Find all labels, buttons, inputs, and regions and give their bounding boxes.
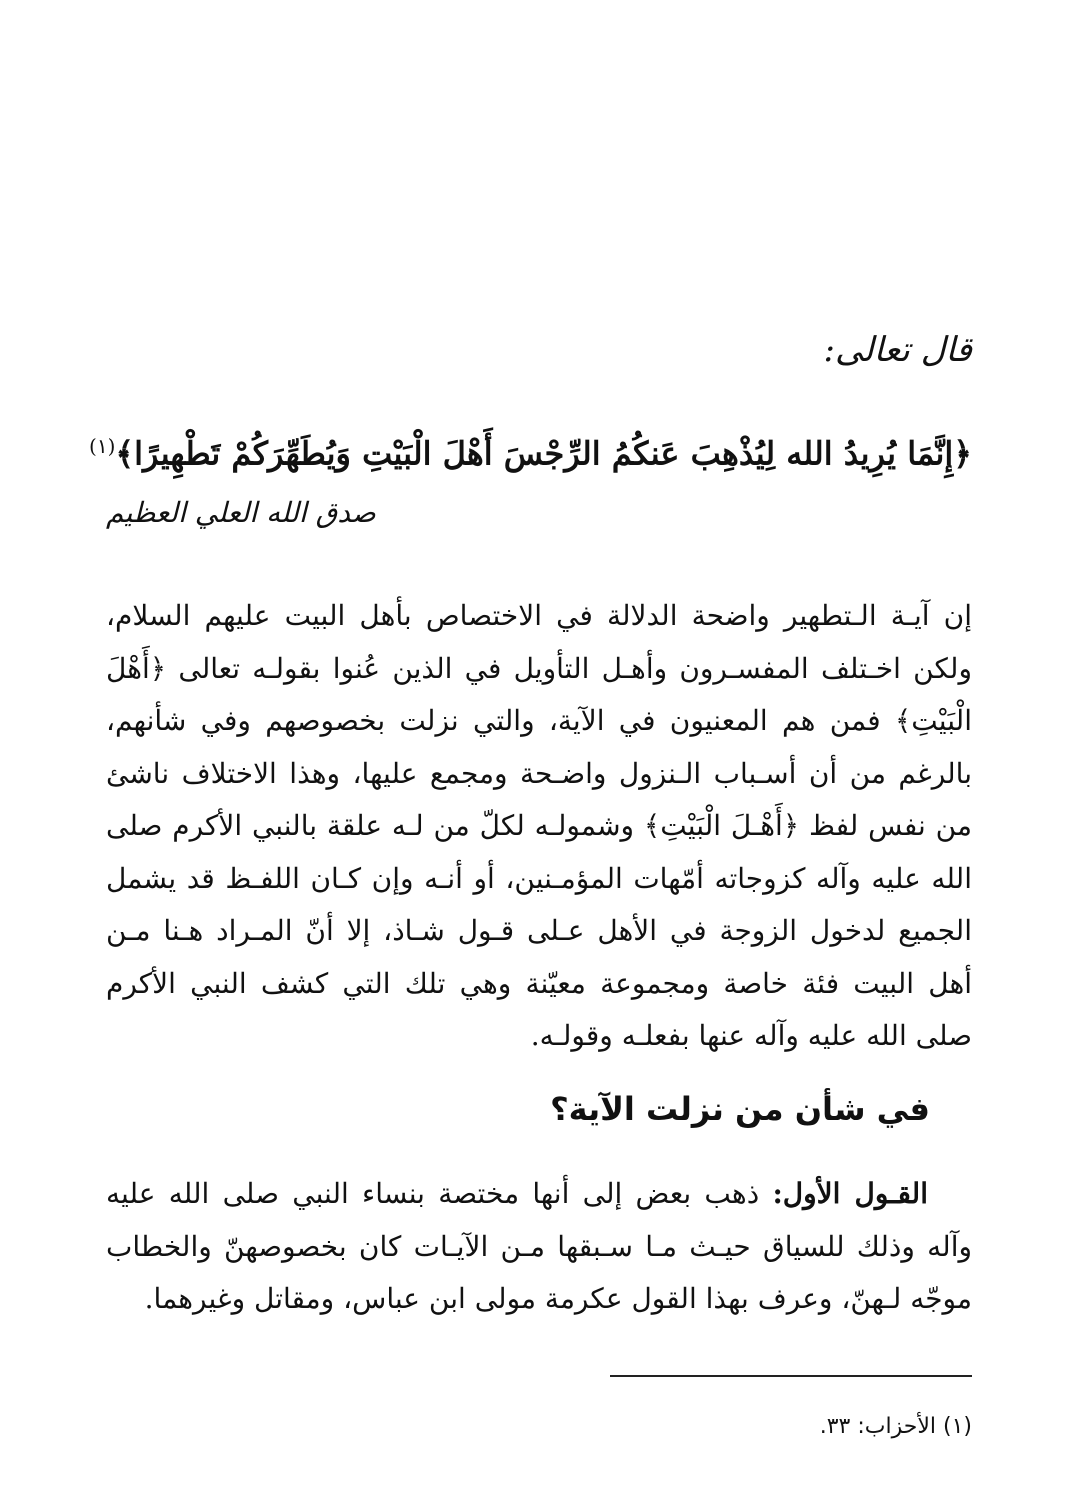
opinion-text: ذهب بعض إلى أنها مختصة بنساء النبي صلى الله عليه وآله وذلك للسياق حيـث مـا سـبقها مـن الآيـات كان بخصوصهنّ والخطاب موجّه لـهنّ، وعرف بهذا القول عكرمة مولى ابن عباس، ومقاتل وغيرهما. [106, 1177, 972, 1315]
quran-verse [89, 420, 972, 480]
verse-intro: قال تعالى: [823, 330, 972, 370]
footnote-divider [610, 1375, 972, 1377]
verse-text: ﴿إِنَّمَا يُرِيدُ الله لِيُذْهِبَ عَنكُمُ الرِّجْسَ أَهْلَ الْبَيْتِ وَيُطَهِّرَكُمْ تَطْهِيرًا﴾ [115, 434, 972, 473]
body-paragraph: إن آيـة الـتطهير واضحة الدلالة في الاختصاص بأهل البيت عليهم السلام، ولكن اخـتلف المفسـرون وأهـل التأويل في الذين عُنوا بقولـه تعالى ﴿أَهْلَ الْبَيْتِ﴾ فمن هم المعنيون في الآية، والتي نزلت بخصوصهم وفي شأنهم، بالرغم من أن أسـباب الـنزول واضـحة ومجمع عليها، وهذا الاختلاف ناشئ من نفس لفظ ﴿أَهْـلَ الْبَيْتِ﴾ وشمولـه لكلّ من لـه علقة بالنبي الأكرم صلى الله عليه وآله كزوجاته أمّهات المؤمـنين، أو أنـه وإن كـان اللفـظ قد يشمل الجميع لدخول الزوجة في الأهل عـلى قـول شـاذ، إلا أنّ المـراد هـنا مـن أهل البيت فئة خاصة ومجموعة معيّنة وهي تلك التي كشف النبي الأكرم صلى الله عليه وآله عنها بفعلـه وقولـه. [106, 599, 973, 1052]
verse-closing: صدق الله العلي العظيم [106, 496, 376, 529]
section-title: في شأن من نزلت الآية؟ [550, 1090, 930, 1128]
footnote-reference: (١) [89, 434, 116, 458]
footnote: (١) الأحزاب: ٣٣. [819, 1414, 972, 1439]
first-opinion-paragraph [106, 1168, 972, 1326]
opinion-label: القـول الأول: [772, 1177, 928, 1210]
